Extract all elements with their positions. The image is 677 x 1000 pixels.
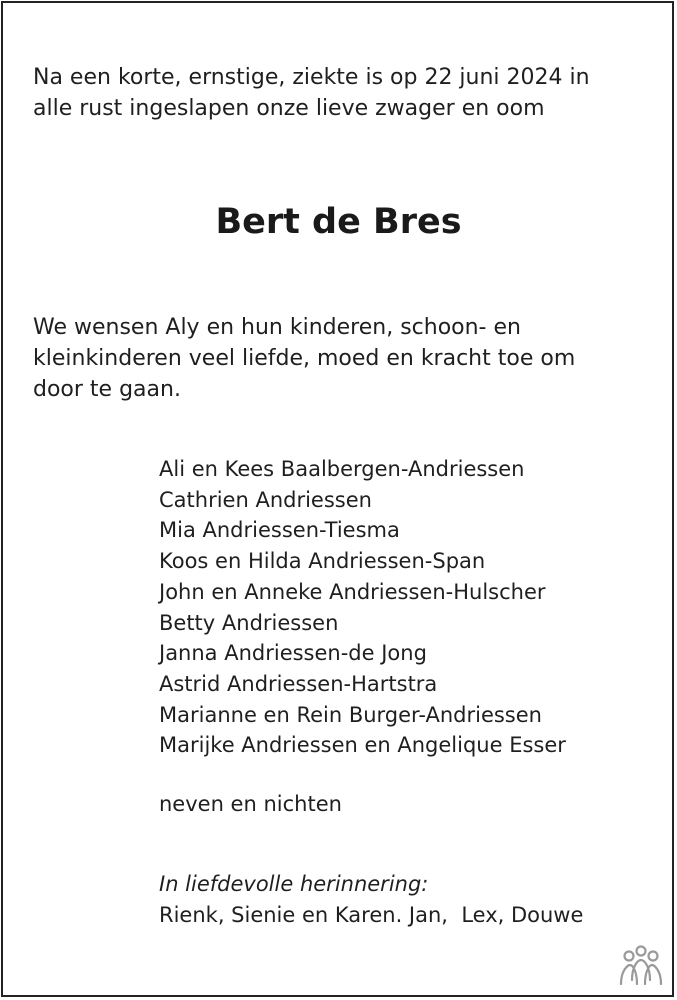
family-member: Cathrien Andriessen — [159, 487, 372, 512]
people-group-icon — [616, 944, 666, 986]
family-member: Ali en Kees Baalbergen-Andriessen — [159, 457, 525, 481]
family-member: Astrid Andriessen-Hartstra — [159, 671, 438, 696]
condolence-text — [33, 312, 653, 405]
condolence-line-2: kleinkinderen veel liefde, moed en kracht toe om — [33, 346, 576, 371]
intro-text — [33, 62, 643, 124]
condolence-line-3: door te gaan. — [33, 377, 181, 402]
family-member: John en Anneke Andriessen-Hulscher — [159, 579, 546, 604]
memory-block — [159, 869, 583, 931]
memory-heading: In liefdevolle herinnering: — [159, 872, 429, 896]
family-member: Marianne en Rein Burger-Andriessen — [159, 702, 542, 727]
condolence-line-1: We wensen Aly en hun kinderen, schoon- en — [33, 315, 521, 340]
family-member: Marijke Andriessen en Angelique Esser — [159, 733, 566, 758]
family-member: Mia Andriessen-Tiesma — [159, 518, 400, 543]
family-member: Koos en Hilda Andriessen-Span — [159, 549, 486, 574]
memory-names: Rienk, Sienie en Karen. Jan, Lex, Douwe — [159, 903, 584, 927]
family-member: Betty Andriessen — [159, 610, 339, 635]
intro-line-1: Na een korte, ernstige, ziekte is op 22 juni 2024 in — [33, 65, 590, 90]
cousins-text: neven en nichten — [159, 792, 342, 816]
deceased-name: Bert de Bres — [215, 202, 462, 242]
intro-line-2: alle rust ingeslapen onze lieve zwager en oom — [33, 96, 545, 121]
family-list — [159, 454, 659, 761]
family-member: Janna Andriessen-de Jong — [159, 641, 427, 666]
